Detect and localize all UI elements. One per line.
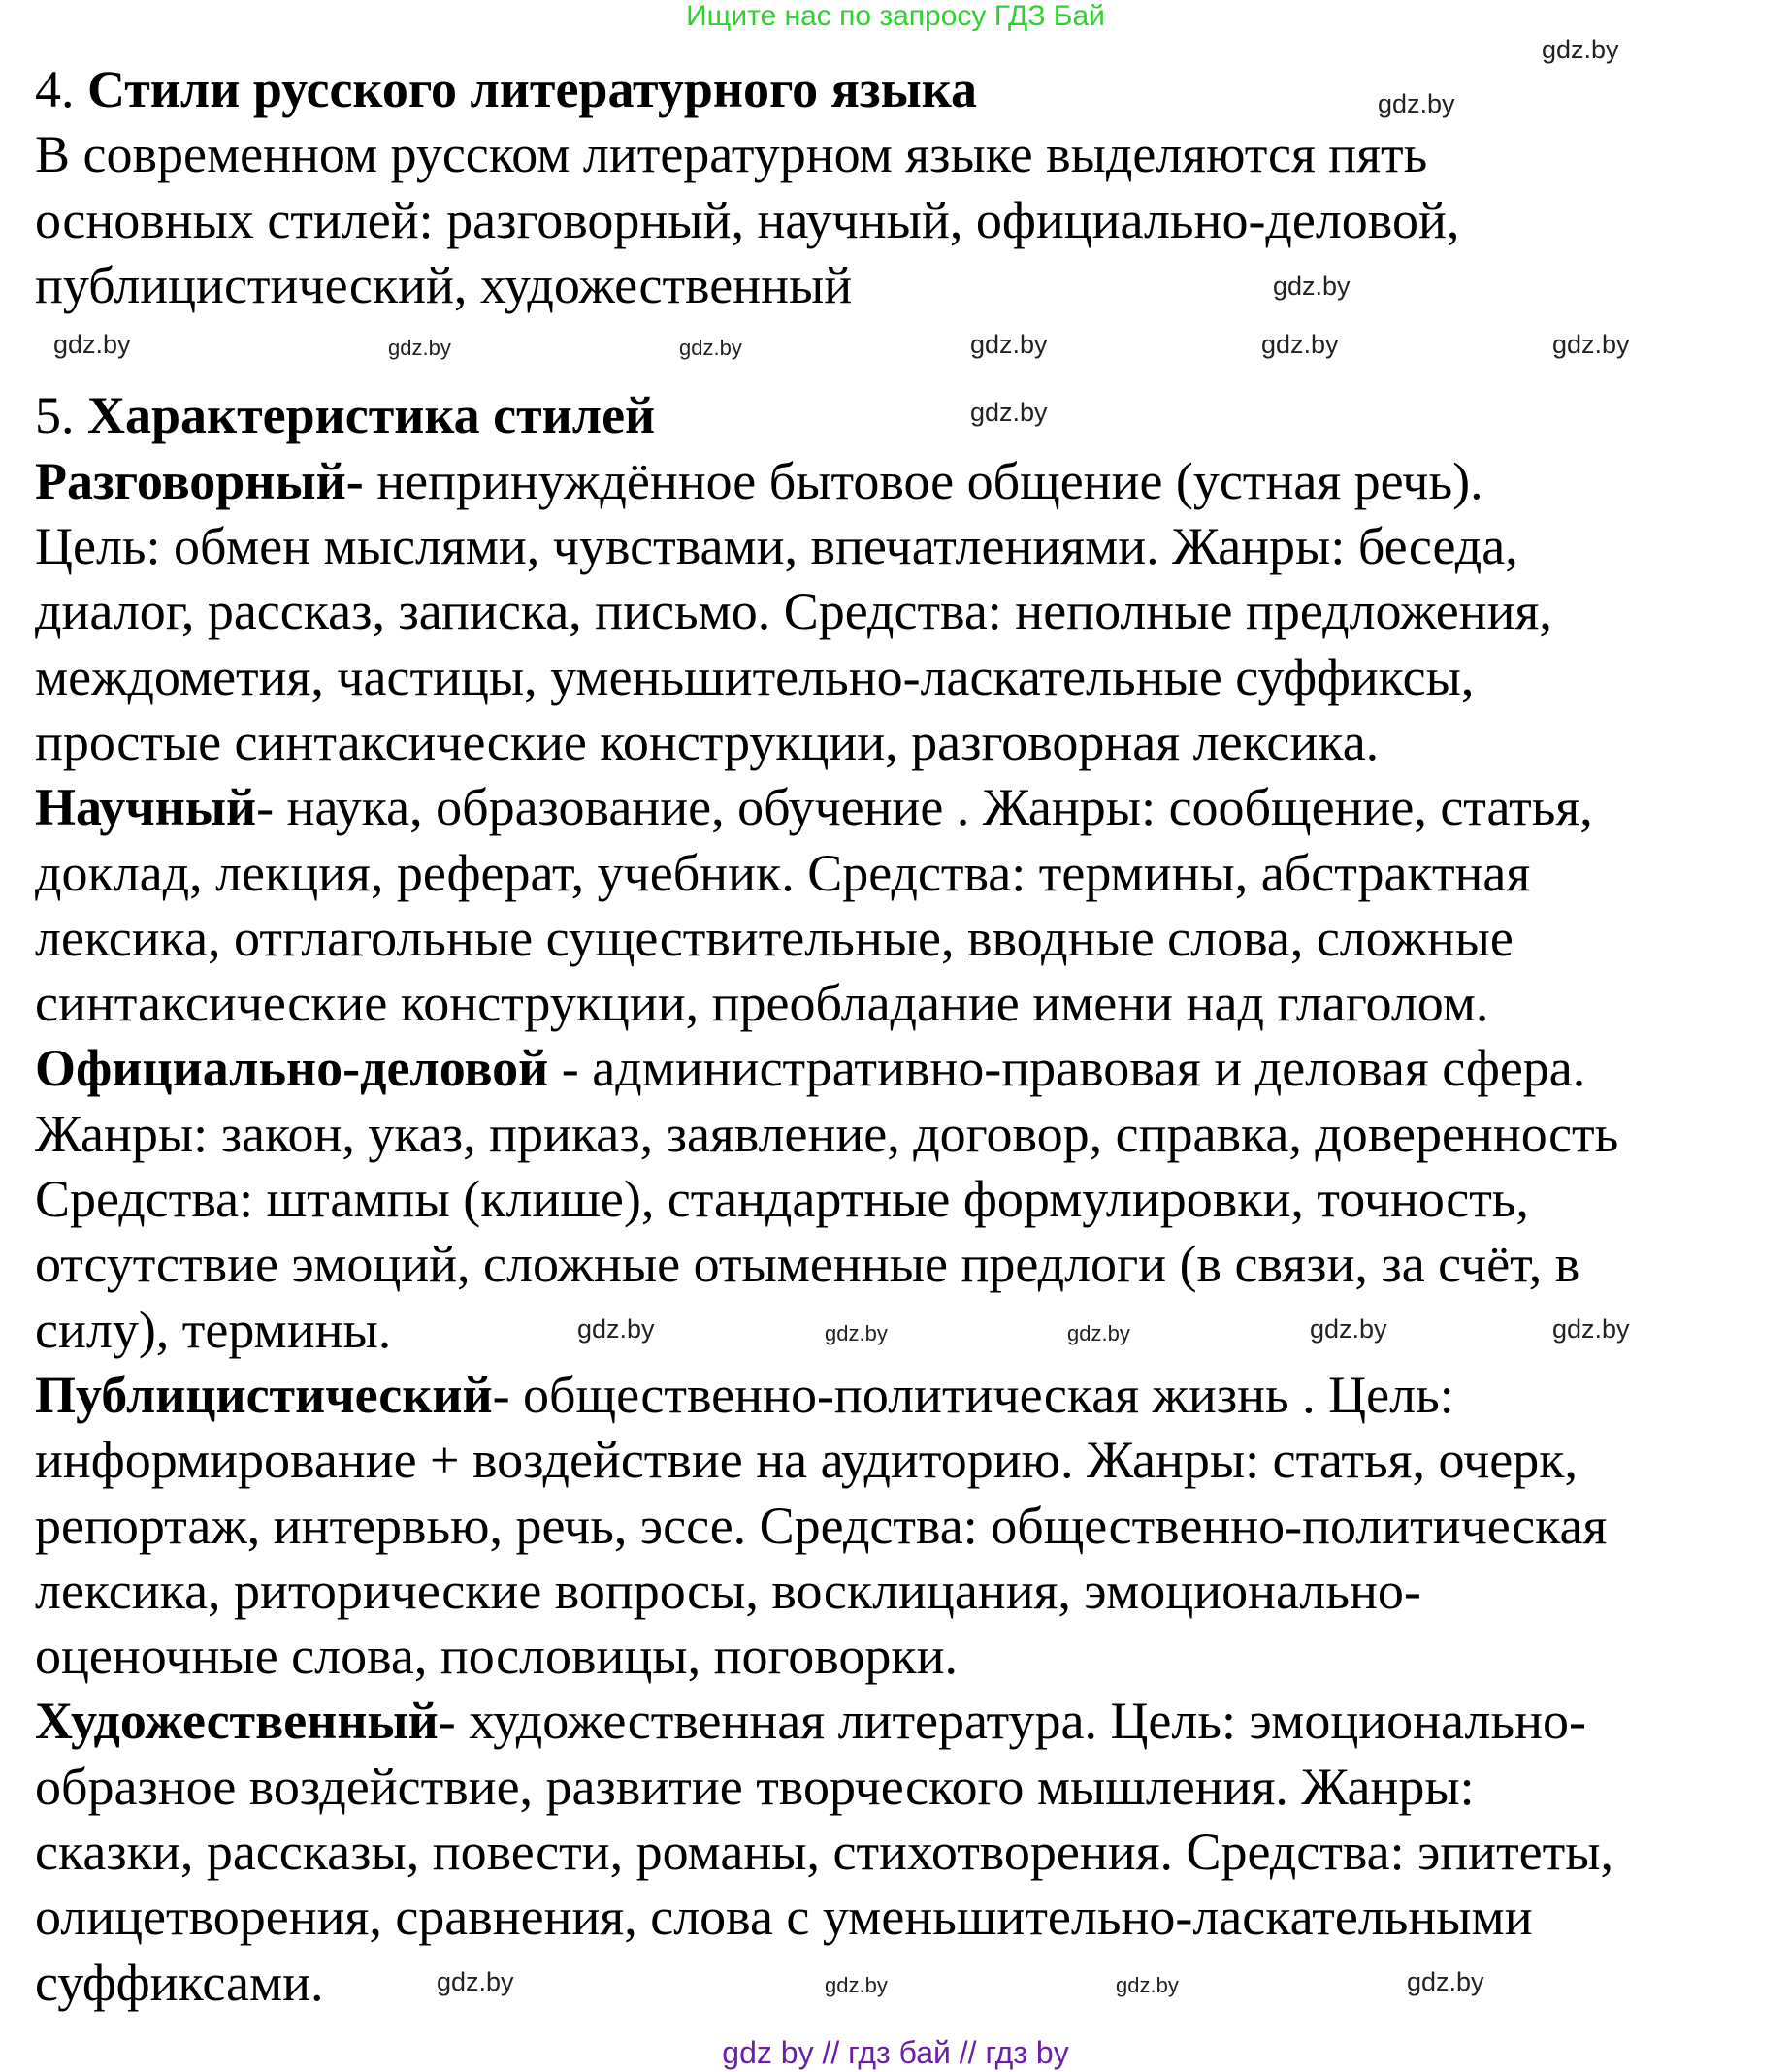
text-line — [35, 1167, 1618, 1232]
line-text: непринуждённое бытовое общение (устная речь). — [363, 451, 1483, 510]
text-line — [35, 1559, 1618, 1624]
watermark: gdz.by — [1552, 330, 1630, 359]
watermark: gdz.by — [1378, 89, 1455, 118]
line-text: репортаж, интервью, речь, эссе. Средства: общественно-политическая — [35, 1496, 1608, 1555]
line-text: основных стилей: разговорный, научный, официально-деловой, — [35, 190, 1460, 249]
text-line — [35, 1232, 1618, 1297]
line-text: Жанры: закон, указ, приказ, заявление, договор, справка, доверенность — [35, 1104, 1619, 1163]
line-text: - художественная литература. Цель: эмоционально- — [438, 1692, 1586, 1751]
watermark: gdz.by — [1407, 1967, 1484, 1996]
line-text: информирование + воздействие на аудиторию. Жанры: статья, очерк, — [35, 1431, 1578, 1490]
watermark: gdz.by — [970, 398, 1048, 427]
line-text: междометия, частицы, уменьшительно-ласкательные суффиксы, — [35, 647, 1475, 706]
watermark: gdz.by — [679, 336, 742, 360]
watermark: gdz.by — [1542, 35, 1619, 64]
line-text: 5. — [35, 386, 87, 445]
line-text: силу), термины. — [35, 1300, 392, 1359]
line-text: лексика, риторические вопросы, восклицания, эмоционально- — [35, 1561, 1421, 1620]
watermark: gdz.by — [1310, 1314, 1387, 1344]
style-term: Характеристика стилей — [87, 386, 656, 445]
text-line — [35, 841, 1618, 906]
text-line — [35, 1036, 1618, 1101]
style-term: Научный — [35, 778, 257, 837]
watermark: gdz.by — [388, 336, 451, 360]
line-text: диалог, рассказ, записка, письмо. Средства: неполные предложения, — [35, 582, 1552, 641]
text-line — [35, 1363, 1618, 1428]
text-line — [35, 1428, 1618, 1493]
line-text: - общественно-политическая жизнь . Цель: — [492, 1365, 1454, 1424]
line-text: 4. — [35, 60, 87, 118]
watermark: gdz.by — [1261, 330, 1339, 359]
watermark: gdz.by — [1067, 1321, 1130, 1345]
text-line — [35, 971, 1618, 1036]
watermark: gdz.by — [1116, 1973, 1179, 1997]
line-text: В современном русском литературном языке выделяются пять — [35, 125, 1428, 184]
text-line — [35, 514, 1618, 579]
text-line — [35, 188, 1618, 253]
watermark: gdz.by — [1552, 1314, 1630, 1344]
text-line — [35, 775, 1618, 840]
text-line — [35, 383, 1618, 448]
watermark: gdz.by — [577, 1314, 655, 1344]
watermark: gdz.by — [825, 1973, 888, 1997]
text-line — [35, 710, 1618, 775]
text-line — [35, 579, 1618, 644]
line-text: образное воздействие, развитие творческого мышления. Жанры: — [35, 1757, 1475, 1816]
watermark: gdz.by — [53, 330, 131, 359]
text-line — [35, 1885, 1618, 1950]
watermark: gdz.by — [825, 1321, 888, 1345]
watermark: gdz.by — [970, 330, 1048, 359]
line-text: простые синтаксические конструкции, разговорная лексика. — [35, 712, 1380, 771]
text-line — [35, 1494, 1618, 1559]
line-text: - наука, образование, обучение . Жанры: сообщение, статья, — [256, 778, 1593, 837]
text-line — [35, 906, 1618, 971]
watermark: gdz.by — [437, 1967, 514, 1996]
text-line — [35, 318, 1618, 383]
text-line — [35, 645, 1618, 710]
line-text: - административно-правовая и деловая сфера. — [548, 1039, 1586, 1098]
style-term: Публицистический — [35, 1365, 493, 1424]
line-text: олицетворения, сравнения, слова с уменьшительно-ласкательными — [35, 1888, 1533, 1947]
line-text: синтаксические конструкции, преобладание имени над глаголом. — [35, 974, 1489, 1033]
line-text: Средства: штампы (клише), стандартные формулировки, точность, — [35, 1170, 1529, 1229]
line-text: суффиксами. — [35, 1953, 324, 2012]
search-banner[interactable]: Ищите нас по запросу ГДЗ Бай — [686, 0, 1105, 32]
line-text: отсутствие эмоций, сложные отыменные предлоги (в связи, за счёт, в — [35, 1235, 1580, 1294]
text-line — [35, 1689, 1618, 1754]
watermark: gdz.by — [1273, 272, 1351, 301]
style-term: Художественный — [35, 1692, 439, 1751]
text-line — [35, 1102, 1618, 1167]
text-line — [35, 1820, 1618, 1885]
style-term: Разговорный- — [35, 451, 364, 510]
text-line — [35, 253, 1618, 318]
text-line — [35, 1624, 1618, 1689]
line-text: сказки, рассказы, повести, романы, стихотворения. Средства: эпитеты, — [35, 1823, 1614, 1882]
footer-links[interactable]: gdz by // гдз бай // гдз by — [722, 2035, 1069, 2070]
text-line — [35, 449, 1618, 514]
style-term: Стили русского литературного языка — [87, 60, 978, 118]
style-term: Официально-деловой — [35, 1039, 549, 1098]
line-text: Цель: обмен мыслями, чувствами, впечатлениями. Жанры: беседа, — [35, 517, 1518, 576]
document-body — [35, 57, 1618, 2016]
line-text: публицистический, художественный — [35, 255, 853, 314]
text-line — [35, 122, 1618, 187]
text-line — [35, 1755, 1618, 1820]
line-text: лексика, отглагольные существительные, вводные слова, сложные — [35, 908, 1514, 967]
line-text: оценочные слова, пословицы, поговорки. — [35, 1627, 959, 1686]
line-text: доклад, лекция, реферат, учебник. Средства: термины, абстрактная — [35, 843, 1531, 902]
